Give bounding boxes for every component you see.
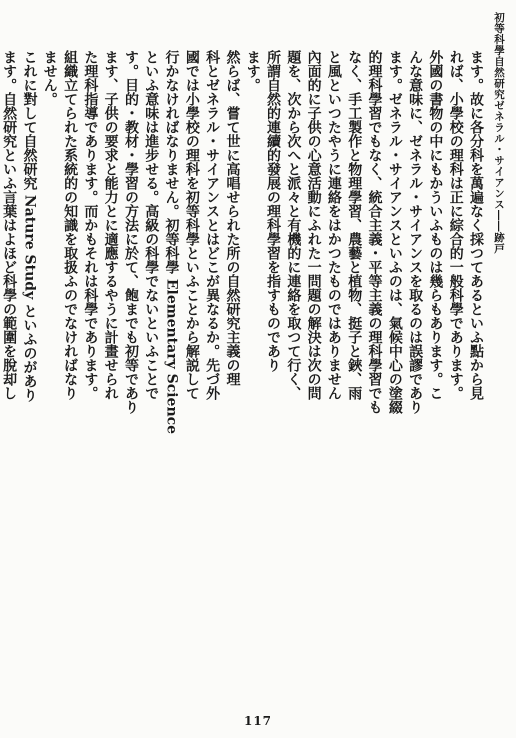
- text-line: 的理科學習でもなく、統合主義・平等主義の理科學習でも: [366, 50, 383, 414]
- text-line: ます。ゼネラル・サイアンスといふのは、氣候中心の塗綴: [386, 50, 403, 414]
- text-line: 組織立てられた系統的の知識を取扱ふのでなければなり: [62, 50, 79, 400]
- text-line: 題を、次から次へと派々と有機的に連絡を取つて行く、: [285, 50, 302, 400]
- text-line: なく、手工製作と物理學習、農藝と植物、挺子と鋏、雨: [346, 50, 363, 400]
- text-line: す。目的・教材・學習の方法に於て、飽までも初等であり: [122, 50, 139, 414]
- text-line: 然らば、嘗て世に高唱せられた所の自然研究主義の理: [224, 50, 241, 386]
- text-line: ます。: [244, 50, 261, 92]
- text-line: 所謂自然的連續的發展の理科學習を指すものであり: [265, 50, 282, 372]
- text-line: ます。自然研究といふ言葉はよほど科學の範圍を脫却し: [1, 50, 18, 400]
- body-text: [1, 50, 486, 700]
- text-line: ます。故に各分科を萬遍なく採つてあるといふ點から見: [468, 50, 484, 400]
- text-line: 國では小學校の理科を初等科學といふことから解説して: [183, 50, 200, 400]
- text-line: これに對して自然研究 Nature Study といふのがあり: [21, 50, 38, 403]
- running-head: 初等科學自然研究ゼネラル・サイアンス――跡戸: [493, 12, 505, 254]
- text-line: ます、子供の要求と能力とに適應するやうに計畫せられ: [102, 50, 119, 400]
- text-line: た理科指導であります。而かもそれは科學であります。: [82, 50, 99, 400]
- text-line: と風といつたやうに連絡をはかつたものではありません: [325, 50, 342, 400]
- text-line: 外國の書物の中にもかういふものは幾らもあります。こ: [427, 50, 444, 400]
- text-line: といふ意味は進步せる。高級の科學でないといふことで: [143, 50, 160, 400]
- text-line: 行かなければなりません。初等科學 Elementary Science: [163, 50, 180, 435]
- text-line: んな意味に、ゼネラル・サイアンスを取るのは誤謬であり: [407, 50, 424, 414]
- text-line: れば、小學校の理科は正に綜合的一般科學であります。: [447, 50, 464, 400]
- text-line: 內面的に子供の心意活動にふれた一問題の解決は次の問: [305, 50, 322, 400]
- text-line: ません。: [41, 50, 58, 106]
- text-line: 科とゼネラル・サイアンスとはどこが異なるか。先づ外: [204, 50, 221, 400]
- page-number: 117: [243, 714, 273, 728]
